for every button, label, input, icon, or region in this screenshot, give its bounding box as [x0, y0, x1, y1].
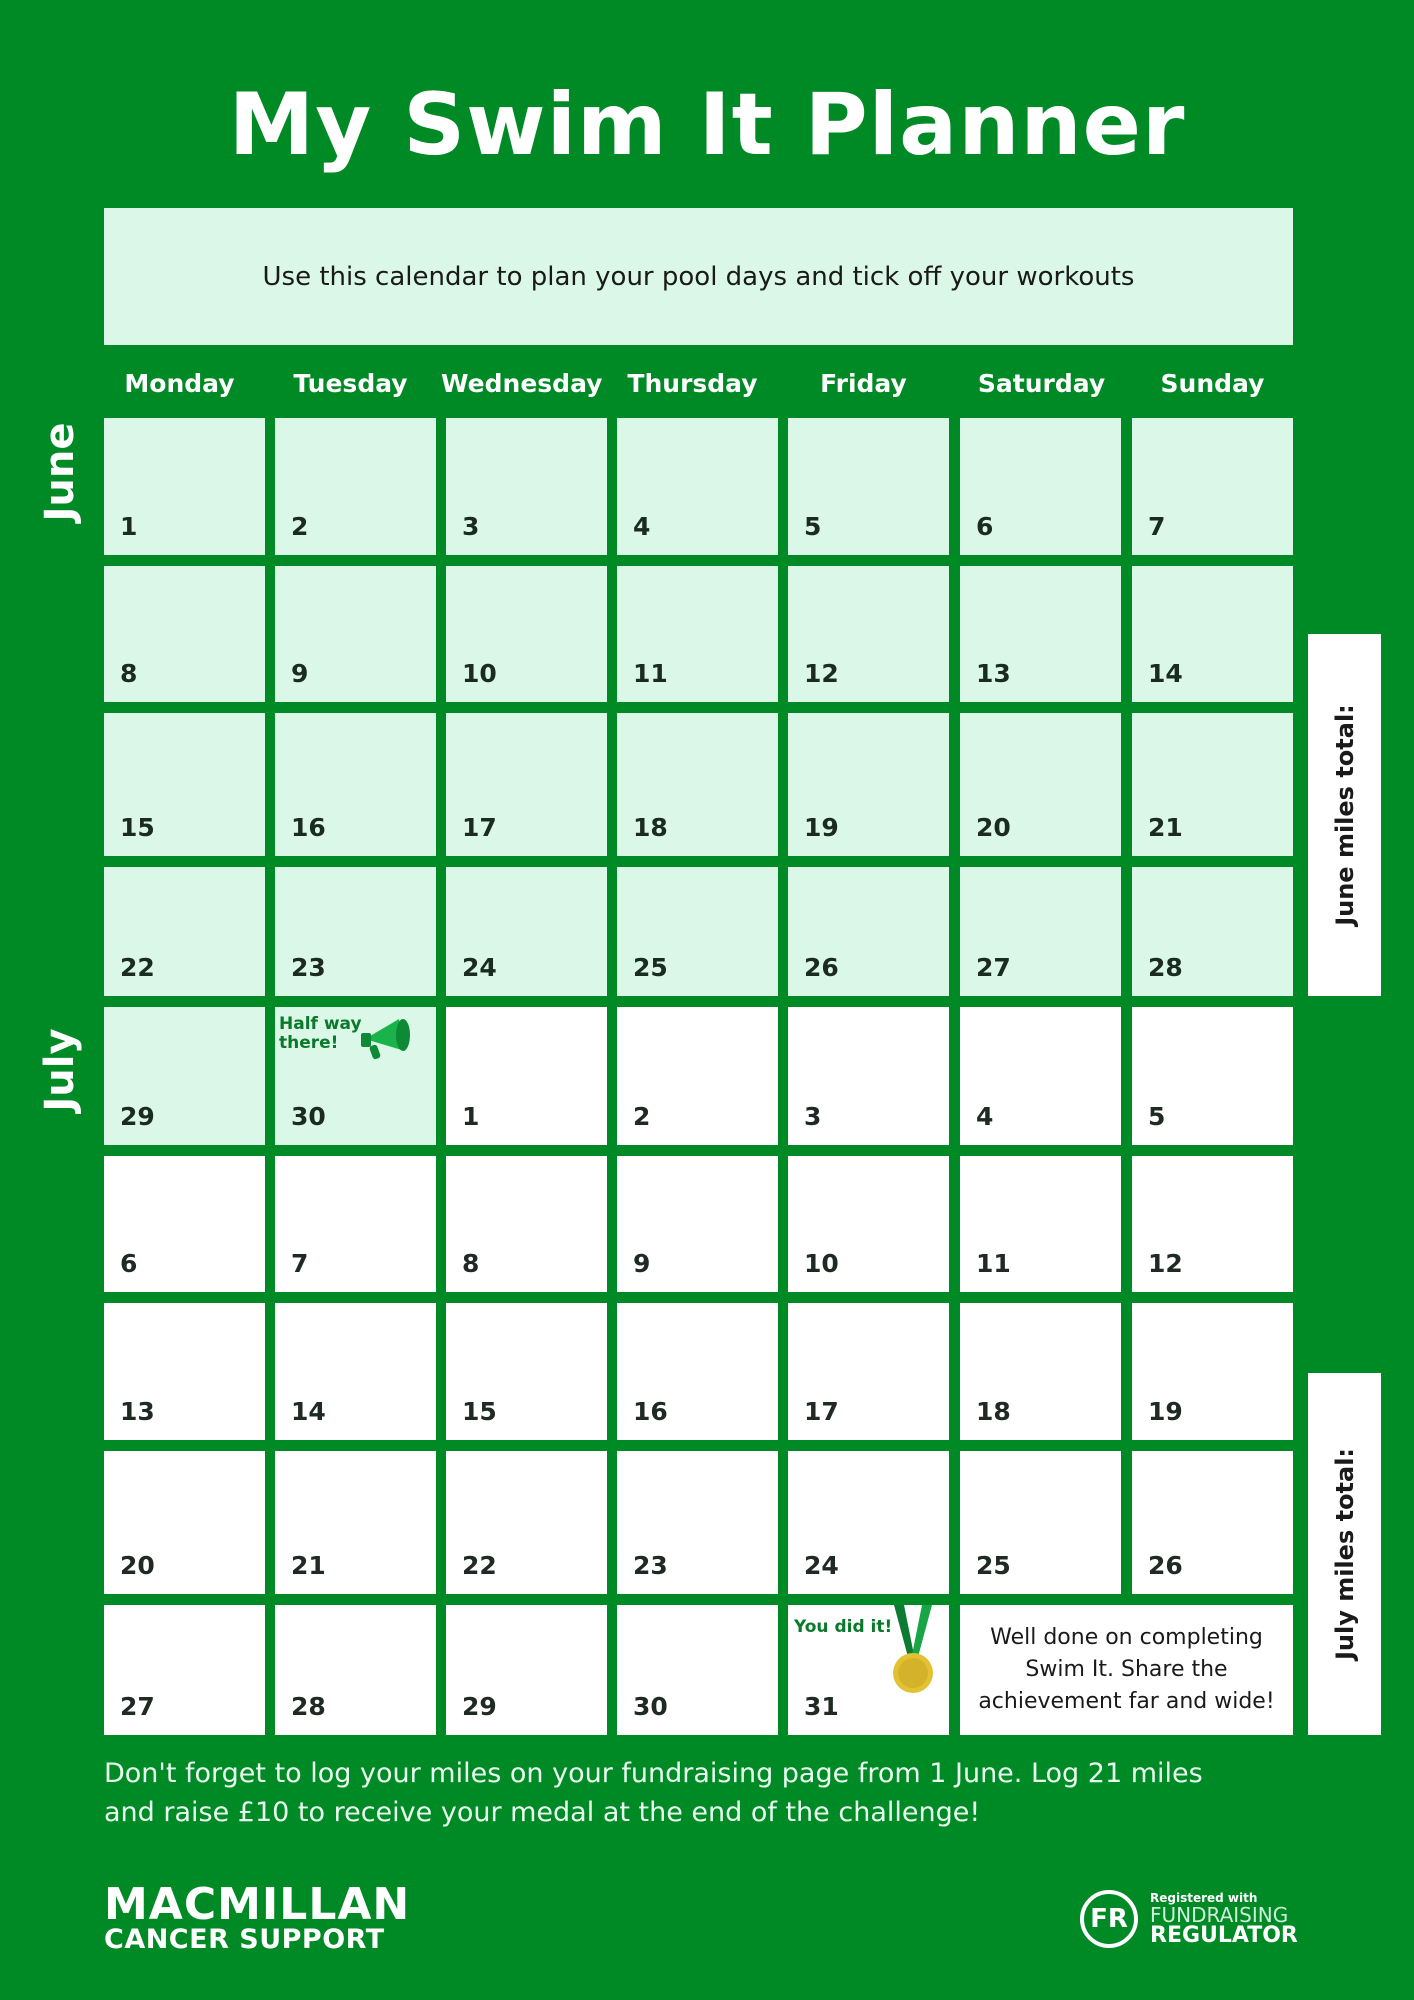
day-cell[interactable]: [960, 418, 1121, 555]
day-cell[interactable]: [960, 1007, 1121, 1145]
day-number: 13: [976, 659, 1011, 688]
macmillan-logo: [104, 1879, 411, 1955]
month-label-july: July: [37, 1028, 83, 1112]
day-number: 1: [462, 1102, 480, 1131]
day-number: 19: [1148, 1397, 1183, 1426]
day-number: 6: [976, 512, 994, 541]
day-cell[interactable]: [617, 1156, 778, 1292]
day-number: 8: [462, 1249, 480, 1278]
day-number: 2: [291, 512, 309, 541]
day-cell[interactable]: [446, 1605, 607, 1735]
day-number: 31: [804, 1692, 839, 1721]
macmillan-logo-line2: CANCER SUPPORT: [104, 1924, 385, 1955]
day-cell[interactable]: [104, 1156, 265, 1292]
day-number: 1: [120, 512, 138, 541]
day-cell[interactable]: [617, 1451, 778, 1594]
day-number: 13: [120, 1397, 155, 1426]
day-number: 5: [804, 512, 822, 541]
day-number: 26: [1148, 1551, 1183, 1580]
day-number: 19: [804, 813, 839, 842]
day-number: 27: [976, 953, 1011, 982]
day-cell[interactable]: [960, 713, 1121, 856]
day-number: 9: [291, 659, 309, 688]
day-cell[interactable]: [275, 1156, 436, 1292]
day-cell[interactable]: [1132, 1303, 1293, 1440]
day-number: 12: [804, 659, 839, 688]
day-cell[interactable]: [960, 566, 1121, 702]
day-number: 18: [633, 813, 668, 842]
day-number: 29: [120, 1102, 155, 1131]
day-cell[interactable]: [1132, 1156, 1293, 1292]
weekday-monday: Monday: [124, 369, 235, 398]
day-number: 14: [1148, 659, 1183, 688]
day-cell-halfway[interactable]: [275, 1007, 436, 1145]
day-number: 22: [462, 1551, 497, 1580]
day-cell[interactable]: [960, 1303, 1121, 1440]
day-cell[interactable]: [275, 713, 436, 856]
day-number: 16: [291, 813, 326, 842]
day-number: 9: [633, 1249, 651, 1278]
day-number: 30: [291, 1102, 326, 1131]
fr-badge-icon: FR: [1080, 1890, 1138, 1948]
day-number: 10: [462, 659, 497, 688]
day-cell[interactable]: [617, 867, 778, 996]
day-number: 14: [291, 1397, 326, 1426]
day-number: 3: [462, 512, 480, 541]
day-number: 15: [462, 1397, 497, 1426]
day-number: 21: [1148, 813, 1183, 842]
day-cell[interactable]: [1132, 1451, 1293, 1594]
day-cell[interactable]: [788, 418, 949, 555]
weekday-saturday: Saturday: [977, 369, 1106, 398]
megaphone-icon: [359, 1011, 419, 1071]
day-number: 5: [1148, 1102, 1166, 1131]
day-number: 30: [633, 1692, 668, 1721]
day-cell[interactable]: [617, 1303, 778, 1440]
day-cell[interactable]: [617, 713, 778, 856]
day-cell[interactable]: [104, 566, 265, 702]
day-number: 12: [1148, 1249, 1183, 1278]
day-cell[interactable]: [960, 867, 1121, 996]
day-cell[interactable]: [275, 418, 436, 555]
day-cell-final[interactable]: [788, 1605, 949, 1735]
june-total-label: June miles total:: [1330, 704, 1359, 926]
day-cell[interactable]: [275, 566, 436, 702]
day-number: 24: [804, 1551, 839, 1580]
day-cell[interactable]: [446, 418, 607, 555]
day-number: 4: [976, 1102, 994, 1131]
weekday-sunday: Sunday: [1160, 369, 1265, 398]
day-cell[interactable]: [617, 566, 778, 702]
day-number: 21: [291, 1551, 326, 1580]
day-number: 26: [804, 953, 839, 982]
day-cell[interactable]: [446, 566, 607, 702]
day-cell[interactable]: [1132, 566, 1293, 702]
day-number: 27: [120, 1692, 155, 1721]
day-number: 10: [804, 1249, 839, 1278]
page-title: My Swim It Planner: [228, 75, 1186, 175]
day-number: 16: [633, 1397, 668, 1426]
day-cell[interactable]: [788, 1303, 949, 1440]
day-cell[interactable]: [1132, 1007, 1293, 1145]
day-number: 24: [462, 953, 497, 982]
fr-regulator-text: REGULATOR: [1150, 1923, 1298, 1948]
day-cell[interactable]: [446, 1156, 607, 1292]
day-number: 28: [291, 1692, 326, 1721]
day-number: 15: [120, 813, 155, 842]
day-cell[interactable]: [104, 713, 265, 856]
day-number: 11: [976, 1249, 1011, 1278]
day-number: 11: [633, 659, 668, 688]
day-number: 23: [633, 1551, 668, 1580]
month-label-june: June: [37, 422, 83, 522]
day-cell[interactable]: [960, 1451, 1121, 1594]
day-cell[interactable]: [788, 713, 949, 856]
day-cell[interactable]: [788, 1007, 949, 1145]
day-cell[interactable]: [446, 1303, 607, 1440]
day-cell[interactable]: [960, 1156, 1121, 1292]
day-cell[interactable]: [788, 1156, 949, 1292]
day-cell[interactable]: [617, 1605, 778, 1735]
weekday-thursday: Thursday: [627, 369, 758, 398]
day-number: 17: [804, 1397, 839, 1426]
fr-fundraising-text: FUNDRAISING: [1150, 1903, 1289, 1927]
july-total-label: July miles total:: [1330, 1447, 1359, 1661]
day-number: 8: [120, 659, 138, 688]
day-number: 23: [291, 953, 326, 982]
day-number: 2: [633, 1102, 651, 1131]
day-cell[interactable]: [275, 1605, 436, 1735]
day-cell[interactable]: [1132, 867, 1293, 996]
day-cell[interactable]: [446, 1451, 607, 1594]
day-cell[interactable]: [275, 867, 436, 996]
weekday-tuesday: Tuesday: [293, 369, 408, 398]
day-number: 7: [291, 1249, 309, 1278]
day-cell[interactable]: [446, 713, 607, 856]
day-cell[interactable]: [104, 867, 265, 996]
day-number: 25: [976, 1551, 1011, 1580]
day-number: 28: [1148, 953, 1183, 982]
day-cell[interactable]: [1132, 713, 1293, 856]
you-did-it-note: You did it!: [794, 1617, 893, 1637]
day-cell[interactable]: [788, 867, 949, 996]
footer-instructions: Don't forget to log your miles on your fundraising page from 1 June. Log 21 miles and raise £10 to receive your medal at the end of the challenge!: [104, 1758, 1203, 1828]
day-number: 6: [120, 1249, 138, 1278]
halfway-note: Half way there!: [279, 1014, 362, 1053]
day-cell[interactable]: [104, 1451, 265, 1594]
day-cell[interactable]: [104, 418, 265, 555]
fundraising-regulator-logo: [1080, 1884, 1298, 1954]
medal-icon: [888, 1605, 938, 1705]
intro-text: Use this calendar to plan your pool days and tick off your workouts: [262, 261, 1135, 292]
day-cell[interactable]: [275, 1451, 436, 1594]
day-number: 4: [633, 512, 651, 541]
well-done-text: Well done on completing Swim It. Share the achievement far and wide!: [978, 1625, 1275, 1714]
day-cell[interactable]: [275, 1303, 436, 1440]
day-cell[interactable]: [1132, 418, 1293, 555]
day-number: 22: [120, 953, 155, 982]
day-cell[interactable]: [617, 418, 778, 555]
day-cell[interactable]: [617, 1007, 778, 1145]
day-number: 18: [976, 1397, 1011, 1426]
well-done-box: [960, 1605, 1293, 1735]
day-number: 20: [120, 1551, 155, 1580]
fr-registered-text: Registered with: [1150, 1891, 1258, 1905]
day-number: 29: [462, 1692, 497, 1721]
july-total-box[interactable]: [1308, 1373, 1381, 1735]
macmillan-logo-line1: MACMILLAN: [104, 1879, 411, 1930]
weekday-friday: Friday: [820, 369, 907, 398]
day-number: 17: [462, 813, 497, 842]
day-cell[interactable]: [446, 867, 607, 996]
june-total-box[interactable]: [1308, 634, 1381, 996]
day-cell[interactable]: [446, 1007, 607, 1145]
intro-banner: [104, 208, 1293, 345]
day-number: 20: [976, 813, 1011, 842]
day-number: 7: [1148, 512, 1166, 541]
weekday-wednesday: Wednesday: [441, 369, 603, 398]
day-cell[interactable]: [104, 1007, 265, 1145]
day-number: 3: [804, 1102, 822, 1131]
day-number: 25: [633, 953, 668, 982]
day-cell[interactable]: [104, 1303, 265, 1440]
day-cell[interactable]: [788, 566, 949, 702]
day-cell[interactable]: [104, 1605, 265, 1735]
day-cell[interactable]: [788, 1451, 949, 1594]
